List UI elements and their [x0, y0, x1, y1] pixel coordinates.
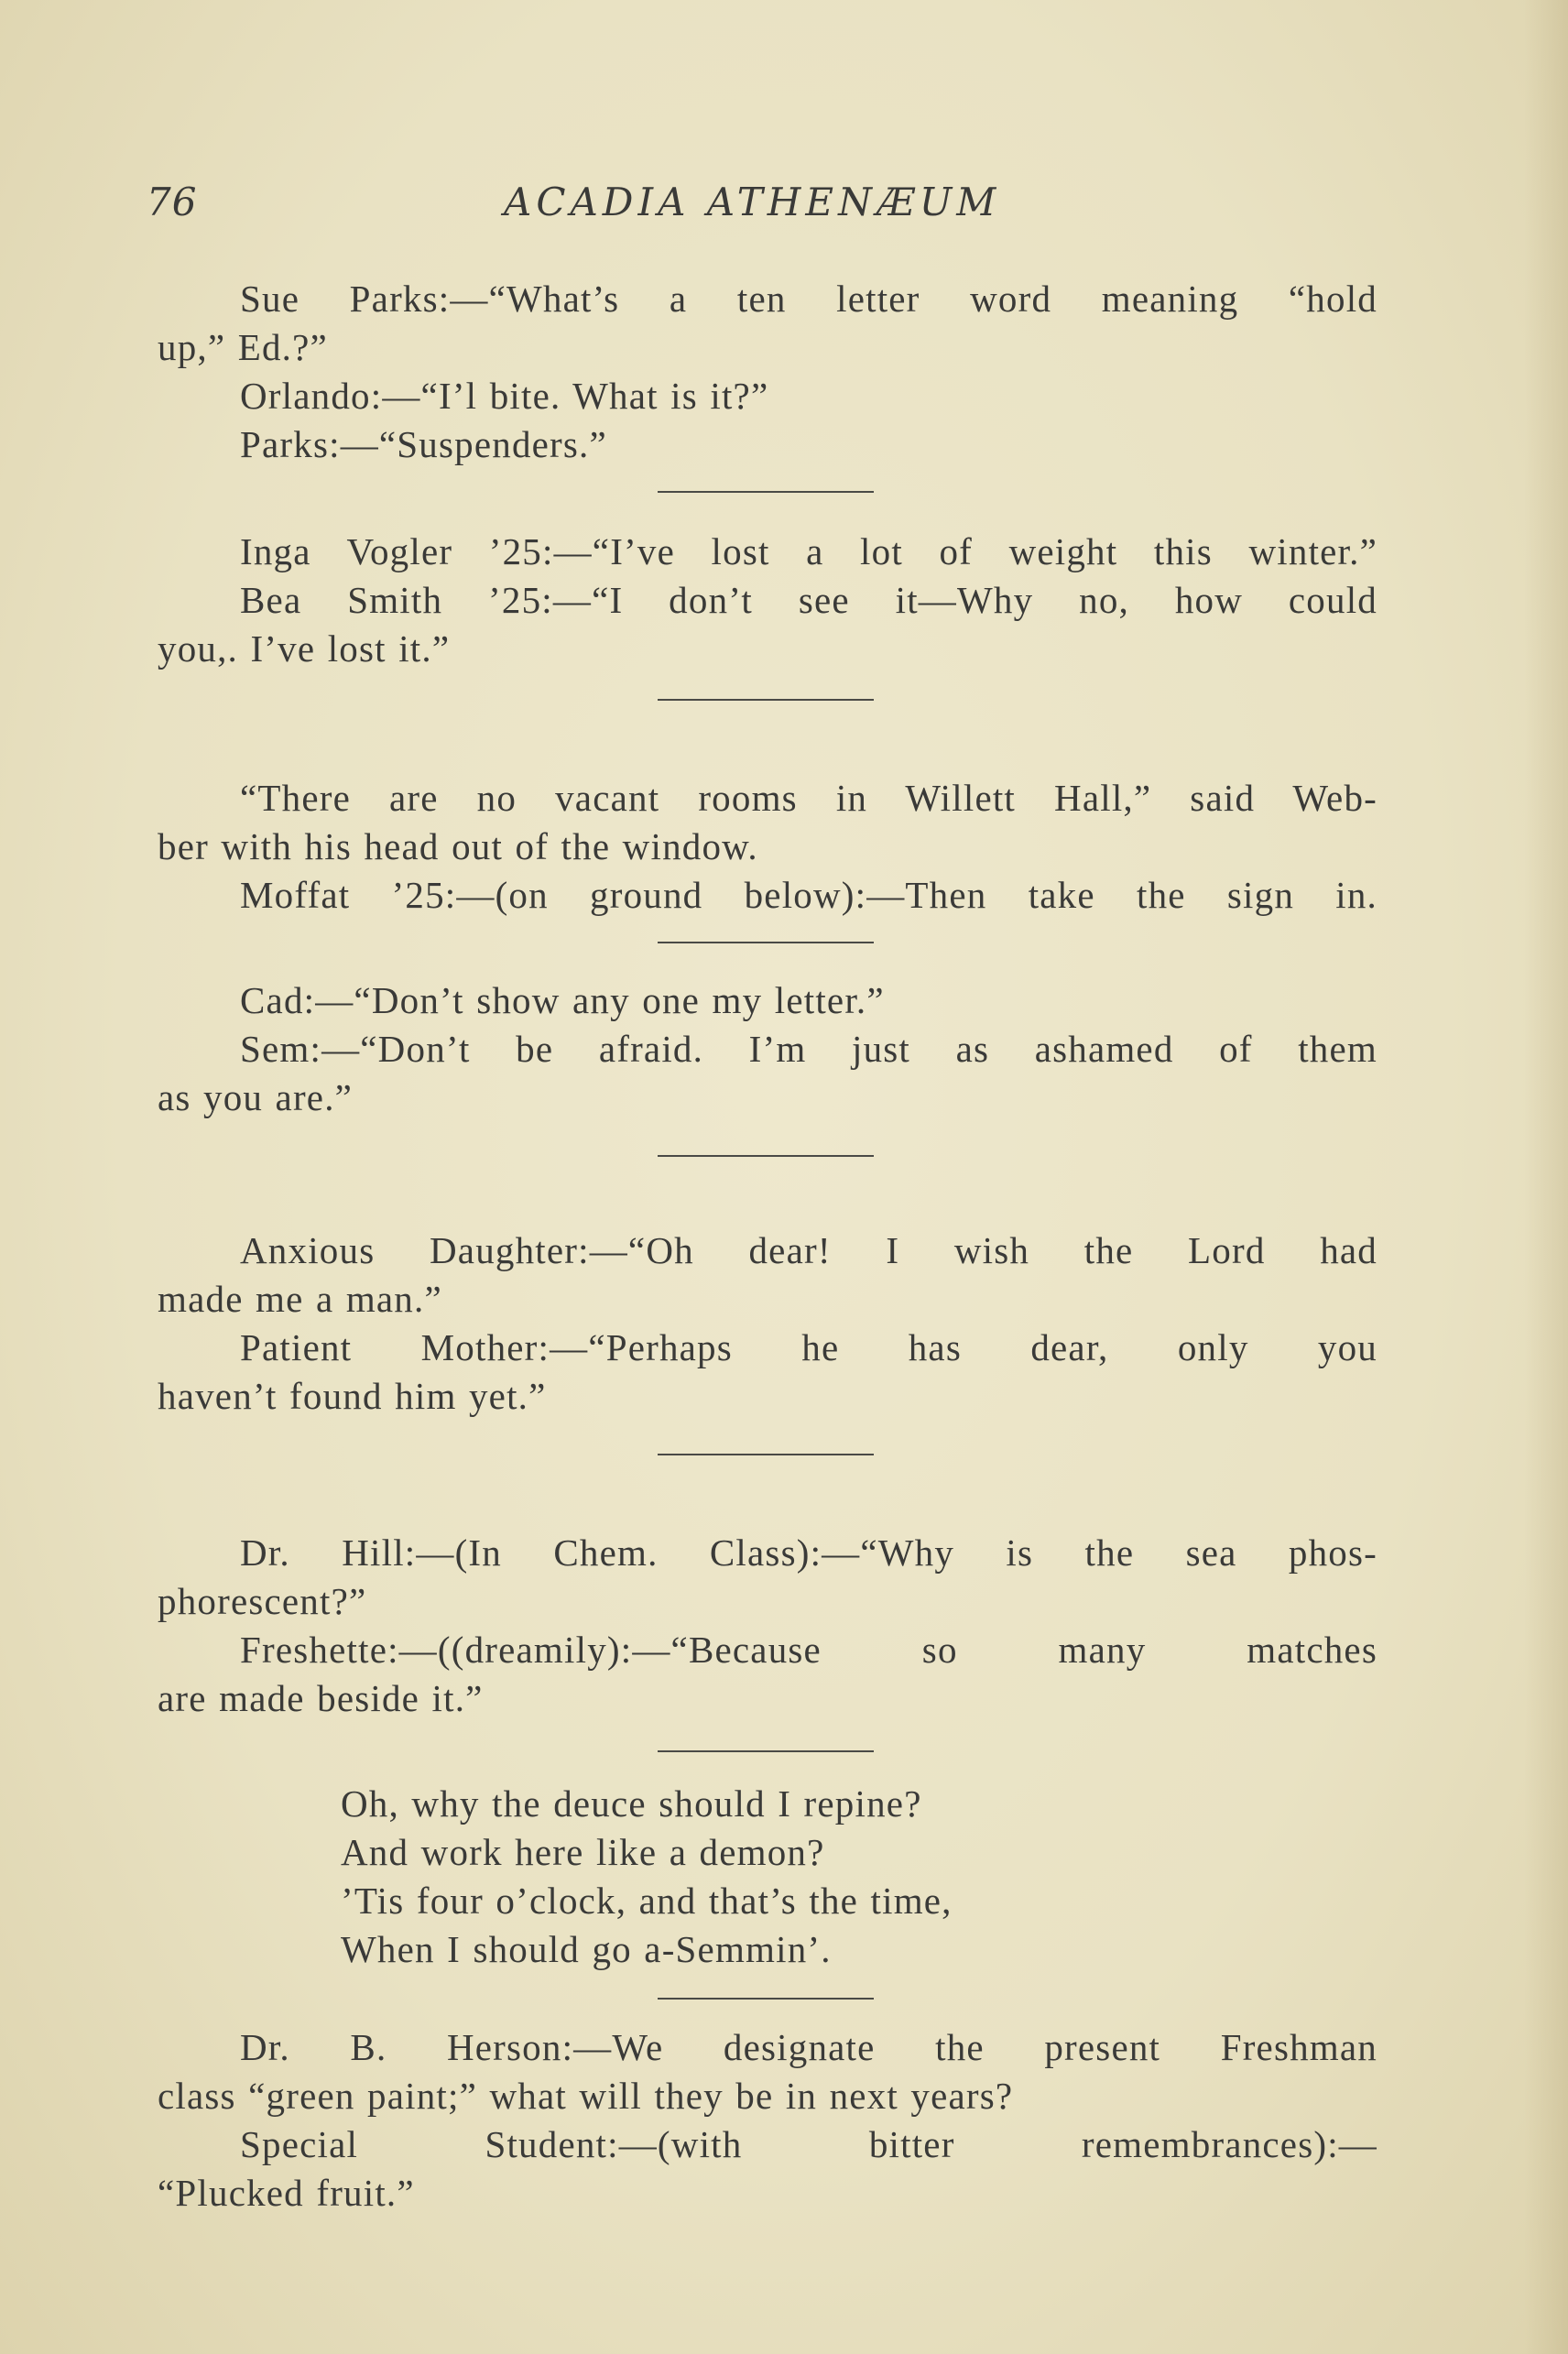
text-line: Parks:—“Suspenders.” — [240, 423, 607, 465]
text-line: Orlando:—“I’l bite. What is it?” — [240, 375, 769, 417]
joke-item — [158, 976, 1377, 1122]
section-divider — [658, 1998, 874, 2000]
section-divider — [658, 1750, 874, 1752]
text-line: as you are.” — [158, 1076, 354, 1118]
text-line: phorescent?” — [158, 1580, 367, 1622]
text-line: class “green paint;” what will they be in next years? — [158, 2075, 1014, 2117]
text-line: made me a man.” — [158, 1278, 442, 1320]
text-line: you,. I’ve lost it.” — [158, 627, 451, 670]
joke-item — [158, 774, 1377, 920]
page-header — [147, 180, 1392, 234]
text-line: Inga Vogler ’25:—“I’ve lost a lot of weight this winter.” — [240, 530, 1377, 572]
text-line: Bea Smith ’25:—“I don’t see it—Why no, how could — [240, 579, 1377, 621]
text-line: haven’t found him yet.” — [158, 1375, 547, 1417]
poem-line: And work here like a demon? — [341, 1831, 825, 1873]
text-line: Special Student:—(with bitter remembrances):— — [240, 2123, 1377, 2165]
text-line: Dr. B. Herson:—We designate the present Freshman — [240, 2026, 1377, 2068]
text-line: up,” Ed.?” — [158, 326, 328, 368]
text-line: Anxious Daughter:—“Oh dear! I wish the Lord had — [240, 1229, 1377, 1271]
page-edge-shadow — [1524, 0, 1568, 2354]
joke-item — [158, 275, 1377, 469]
joke-item — [158, 2023, 1377, 2218]
text-line: Patient Mother:—“Perhaps he has dear, only you — [240, 1326, 1377, 1368]
joke-item — [158, 1226, 1377, 1421]
section-divider — [658, 942, 874, 943]
running-title: ACADIA ATHENÆUM — [504, 180, 1001, 224]
section-divider — [658, 1454, 874, 1455]
text-line: Freshette:—((dreamily):—“Because so many matches — [240, 1629, 1377, 1671]
poem-line: ’Tis four o’clock, and that’s the time, — [341, 1880, 953, 1922]
text-line: Moffat ’25:—(on ground below):—Then take the sign in. — [240, 874, 1377, 916]
section-divider — [658, 699, 874, 701]
text-line: Cad:—“Don’t show any one my letter.” — [240, 979, 885, 1021]
joke-item — [158, 528, 1377, 673]
text-line: “There are no vacant rooms in Willett Hall,” said Web- — [240, 777, 1377, 819]
joke-item — [158, 1529, 1377, 1723]
page-number: 76 — [147, 180, 198, 224]
section-divider — [658, 491, 874, 493]
text-line: are made beside it.” — [158, 1677, 484, 1719]
poem-line: Oh, why the deuce should I repine? — [341, 1782, 922, 1825]
text-line: ber with his head out of the window. — [158, 825, 758, 867]
text-line: Sue Parks:—“What’s a ten letter word meaning “hold — [240, 278, 1377, 320]
text-line: Dr. Hill:—(In Chem. Class):—“Why is the sea phos- — [240, 1531, 1377, 1574]
page-content — [158, 275, 1377, 2218]
poem-line: When I should go a-Semmin’. — [341, 1928, 832, 1970]
text-line: “Plucked fruit.” — [158, 2172, 415, 2214]
section-divider — [658, 1155, 874, 1157]
text-line: Sem:—“Don’t be afraid. I’m just as ashamed of them — [240, 1028, 1377, 1070]
poem-stanza — [158, 1780, 1377, 1974]
